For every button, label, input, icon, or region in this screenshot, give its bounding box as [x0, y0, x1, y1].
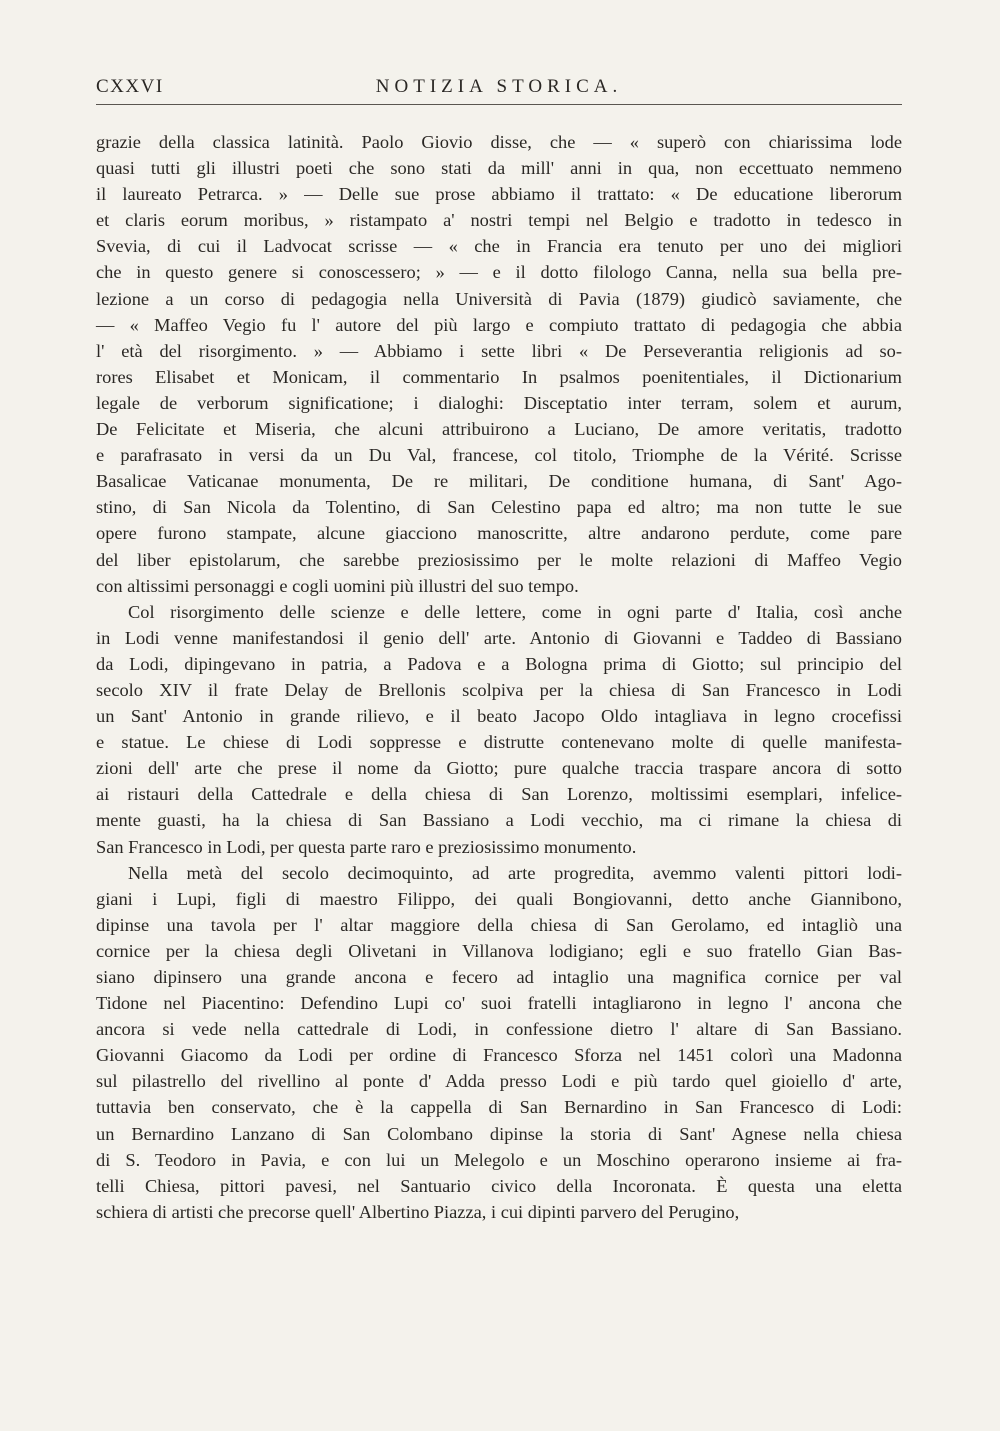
text-line: di S. Teodoro in Pavia, e con lui un Melegolo e un Moschino operarono insieme ai fra- [96, 1149, 902, 1170]
paragraph [96, 599, 902, 860]
text-line: l' età del risorgimento. » — Abbiamo i sette libri « De Perseverantia religionis ad so- [96, 340, 902, 361]
text-line: dipinse una tavola per l' altar maggiore della chiesa di San Gerolamo, ed intagliò una [96, 914, 902, 935]
text-line: Tidone nel Piacentino: Defendino Lupi co' suoi fratelli intagliarono in legno l' ancona che [96, 993, 902, 1014]
text-line: grazie della classica latinità. Paolo Giovio disse, che — « superò con chiarissima lode [96, 132, 902, 152]
text-line: quasi tutti gli illustri poeti che sono stati da mill' anni in qua, non eccettuato nemmeno [96, 158, 902, 179]
text-line: che in questo genere si conoscessero; » — e il dotto filologo Canna, nella sua bella pre- [96, 262, 902, 283]
text-line: — « Maffeo Vegio fu l' autore del più largo e compiuto trattato di pedagogia che abbia [96, 314, 902, 335]
text-line: stino, di San Nicola da Tolentino, di San Celestino papa ed altro; ma non tutte le sue [96, 497, 902, 518]
text-line: cornice per la chiesa degli Olivetani in Villanova lodigiano; egli e suo fratello Gian Bas- [96, 940, 902, 961]
text-line: siano dipinsero una grande ancona e fecero ad intaglio una magnifica cornice per val [96, 967, 902, 987]
text-line: legale de verborum significatione; i dialoghi: Disceptatio inter terram, solem et aurum, [96, 392, 902, 413]
text-line: sul pilastrello del rivellino al ponte d' Adda presso Lodi e più tardo quel gioiello d' arte, [96, 1071, 902, 1092]
text-line: Col risorgimento delle scienze e delle lettere, come in ogni parte d' Italia, così anche [128, 601, 902, 622]
text-line: ai ristauri della Cattedrale e della chiesa di San Lorenzo, moltissimi esemplari, infelice- [96, 784, 902, 805]
text-line: rores Elisabet et Monicam, il commentario In psalmos poenitentiales, il Dictionarium [96, 366, 902, 387]
text-line: telli Chiesa, pittori pavesi, nel Santuario civico della Incoronata. È questa una eletta [96, 1175, 902, 1196]
text-line: secolo XIV il frate Delay de Brellonis scolpiva per la chiesa di San Francesco in Lodi [96, 679, 902, 700]
text-line: et claris eorum moribus, » ristampato a' nostri tempi nel Belgio e tradotto in tedesco in [96, 210, 902, 231]
text-line: zioni dell' arte che prese il nome da Giotto; pure qualche traccia traspare ancora di sotto [96, 758, 902, 779]
text-line: con altissimi personaggi e cogli uomini più illustri del suo tempo. [96, 575, 579, 596]
paragraph [96, 860, 902, 1225]
text-line: e parafrasato in versi da un Du Val, francese, col titolo, Triomphe de la Vérité. Scrisse [96, 445, 902, 466]
text-line: San Francesco in Lodi, per questa parte raro e preziosissimo monumento. [96, 836, 637, 857]
page-header [96, 74, 902, 105]
page-number: CXXVI [96, 76, 164, 97]
text-line: il laureato Petrarca. » — Delle sue prose abbiamo il trattato: « De educatione liberorum [96, 184, 902, 205]
running-title: NOTIZIA STORICA. [375, 76, 623, 97]
text-line: tuttavia ben conservato, che è la cappella di San Bernardino in San Francesco di Lodi: [96, 1097, 902, 1118]
text-line: in Lodi venne manifestandosi il genio dell' arte. Antonio di Giovanni e Taddeo di Bassiano [96, 627, 902, 648]
text-line: Giovanni Giacomo da Lodi per ordine di Francesco Sforza nel 1451 colorì una Madonna [96, 1045, 902, 1066]
body-text [96, 129, 902, 1225]
text-line: giani i Lupi, figli di maestro Filippo, dei quali Bongiovanni, detto anche Giannibono, [96, 888, 902, 909]
paragraph [96, 129, 902, 599]
text-line: lezione a un corso di pedagogia nella Università di Pavia (1879) giudicò saviamente, che [96, 288, 902, 309]
text-line: un Sant' Antonio in grande rilievo, e il beato Jacopo Oldo intagliava in legno crocefissi [96, 706, 902, 727]
text-line: Nella metà del secolo decimoquinto, ad arte progredita, avemmo valenti pittori lodi- [128, 862, 902, 883]
text-line: mente guasti, ha la chiesa di San Bassiano a Lodi vecchio, ma ci rimane la chiesa di [96, 810, 902, 831]
text-line: De Felicitate et Miseria, che alcuni attribuirono a Luciano, De amore veritatis, tradotto [96, 419, 902, 440]
text-line: Basalicae Vaticanae monumenta, De re militari, De conditione humana, di Sant' Ago- [96, 471, 902, 492]
text-line: schiera di artisti che precorse quell' Albertino Piazza, i cui dipinti parvero del Perugino, [96, 1201, 740, 1222]
text-line: e statue. Le chiese di Lodi soppresse e distrutte contenevano molte di quelle manifesta- [96, 732, 902, 753]
text-line: del liber epistolarum, che sarebbe preziosissimo per le molte relazioni di Maffeo Vegio [96, 549, 902, 570]
text-line: Svevia, di cui il Ladvocat scrisse — « che in Francia era tenuto per uno dei migliori [96, 236, 902, 257]
text-line: un Bernardino Lanzano di San Colombano dipinse la storia di Sant' Agnese nella chiesa [96, 1123, 902, 1144]
text-line: da Lodi, dipingevano in patria, a Padova e a Bologna prima di Giotto; sul principio del [96, 653, 902, 674]
text-line: opere furono stampate, alcune giacciono manoscritte, altre andarono perdute, come pare [96, 523, 902, 544]
text-line: ancora si vede nella cattedrale di Lodi, in confessione dietro l' altare di San Bassiano. [96, 1019, 902, 1040]
